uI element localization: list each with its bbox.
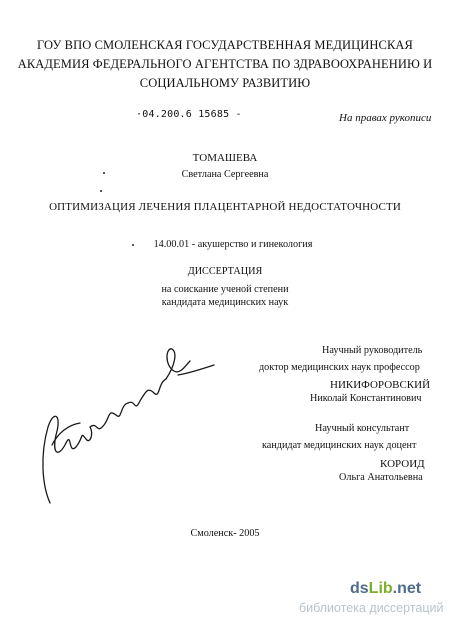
watermark-logo-main: Lib	[368, 580, 393, 597]
degree-line-1: на соискание ученой степени	[161, 284, 289, 295]
document-type: ДИССЕРТАЦИЯ	[187, 266, 263, 277]
consultant-surname: КОРОИД	[380, 458, 425, 470]
supervisor-name: Николай Константинович	[310, 393, 422, 404]
watermark-subtitle: библиотека диссертаций	[299, 601, 444, 615]
rights-note: На правах рукописи	[339, 112, 432, 124]
consultant-role: Научный консультант	[315, 423, 410, 434]
consultant-name: Ольга Анатольевна	[339, 472, 423, 483]
city-year: Смоленск- 2005	[190, 528, 260, 539]
handwritten-signature	[28, 335, 218, 515]
speck-mark	[100, 190, 102, 192]
header-line-1: ГОУ ВПО СМОЛЕНСКАЯ ГОСУДАРСТВЕННАЯ МЕДИЦИНСКАЯ	[37, 38, 413, 52]
header-line-2: АКАДЕМИЯ ФЕДЕРАЛЬНОГО АГЕНТСТВА ПО ЗДРАВООХРАНЕНИЮ И	[17, 57, 433, 71]
watermark-logo-prefix: ds	[350, 580, 369, 597]
specialty-code: 14.00.01 - акушерство и гинекология	[153, 239, 313, 250]
consultant-rank: кандидат медицинских наук доцент	[262, 440, 417, 451]
header-line-3: СОЦИАЛЬНОМУ РАЗВИТИЮ	[139, 76, 311, 90]
degree-line-2: кандидата медицинских наук	[161, 297, 289, 308]
watermark-logo	[350, 580, 421, 598]
supervisor-role: Научный руководитель	[322, 345, 423, 356]
registration-stamp-number: ·04.200.6 15685 -	[136, 109, 242, 120]
watermark-logo-suffix: .net	[392, 580, 422, 597]
speck-mark	[103, 172, 105, 174]
author-surname: ТОМАШЕВА	[192, 152, 258, 164]
dissertation-title: ОПТИМИЗАЦИЯ ЛЕЧЕНИЯ ПЛАЦЕНТАРНОЙ НЕДОСТАТОЧНОСТИ	[49, 201, 401, 213]
supervisor-rank: доктор медицинских наук профессор	[259, 362, 420, 373]
supervisor-surname: НИКИФОРОВСКИЙ	[330, 379, 431, 391]
author-given-names: Светлана Сергеевна	[181, 169, 269, 180]
